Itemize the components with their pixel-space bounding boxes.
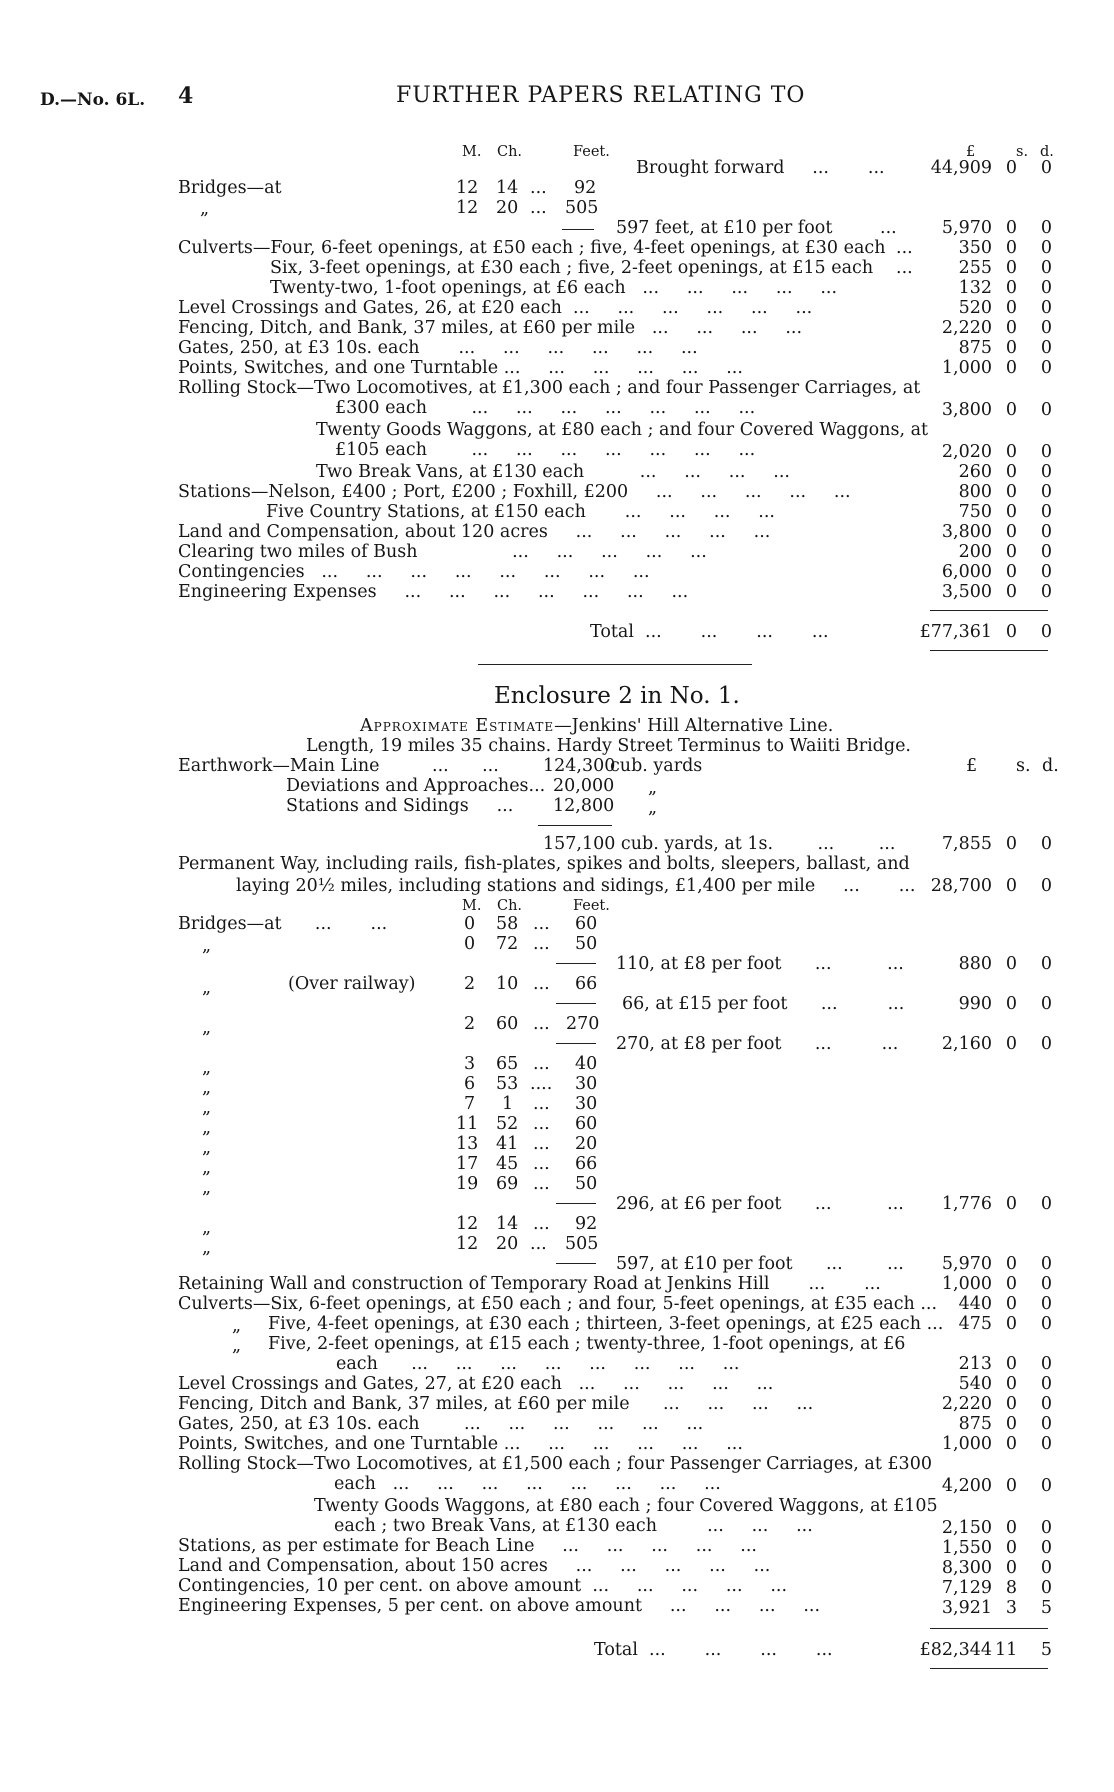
- item-pence: 0: [1040, 1538, 1052, 1558]
- bridge-summary-pounds: 880: [958, 954, 992, 974]
- bridge-m: 19: [456, 1174, 479, 1194]
- item-text: Engineering Expenses, 5 per cent. on above amount ... ... ... ...: [178, 1596, 821, 1616]
- bridge-summary: 66, at £15 per foot ... ...: [622, 994, 905, 1014]
- bridge-feet: 270: [566, 1014, 600, 1034]
- page-title: FURTHER PAPERS RELATING TO: [396, 83, 806, 108]
- item-text: Six, 3-feet openings, at £30 each ; five, 2-feet openings, at £15 each: [270, 258, 874, 278]
- item-pounds: 6,000: [941, 562, 992, 582]
- col-head-feet: Feet.: [573, 144, 610, 160]
- item-pounds: 3,500: [941, 582, 992, 602]
- item-text: Clearing two miles of Bush ... ... ... ... ...: [178, 542, 707, 562]
- bridge-sep: ....: [530, 1074, 553, 1094]
- ditto-mark: „: [202, 1218, 212, 1238]
- bridge-feet: 60: [575, 914, 598, 934]
- ditto-mark: „: [648, 778, 658, 798]
- bridge-m: 0: [464, 914, 476, 934]
- item-pence: 0: [1040, 1294, 1052, 1314]
- item-pounds: 4,200: [941, 1476, 992, 1496]
- sum-rule: [556, 963, 596, 964]
- item-pounds: 2,220: [941, 318, 992, 338]
- bridge-m: 17: [456, 1154, 479, 1174]
- leader-dots: ... ...: [432, 756, 499, 776]
- bridge-ch: 58: [496, 914, 519, 934]
- earthwork-total: 157,100 cub. yards, at 1s. ... ...: [543, 834, 896, 854]
- item-shillings: 3: [1005, 1598, 1017, 1618]
- ditto-mark: „: [232, 1336, 242, 1356]
- item-pence: 0: [1040, 1558, 1052, 1578]
- item-pounds: 475: [958, 1314, 992, 1334]
- bridge-feet: 505: [565, 1234, 599, 1254]
- permanent-way-text: Permanent Way, including rails, fish-plates, spikes and bolts, sleepers, ballast, and: [178, 854, 910, 874]
- item-shillings: 0: [1005, 462, 1017, 482]
- bridge-summary-pence: 0: [1040, 218, 1052, 238]
- item-text: £300 each ... ... ... ... ... ... ...: [335, 398, 756, 418]
- bridge-summary-pounds: 1,776: [941, 1194, 992, 1214]
- bridge-summary-shillings: 0: [1005, 218, 1017, 238]
- bridge-m: 2: [464, 1014, 476, 1034]
- ditto-mark: „: [202, 1078, 212, 1098]
- bridge-m: 3: [464, 1054, 476, 1074]
- item-text: Five Country Stations, at £150 each ... ... ... ...: [266, 502, 775, 522]
- item-pounds: 3,800: [941, 400, 992, 420]
- item-shillings: 0: [1005, 1274, 1017, 1294]
- item-text: Stations—Nelson, £400 ; Port, £200 ; Foxhill, £200 ... ... ... ... ...: [178, 482, 851, 502]
- item-text: Rolling Stock—Two Locomotives, at £1,500 each ; four Passenger Carriages, at £300: [178, 1454, 932, 1474]
- sum-rule: [556, 1043, 596, 1044]
- item-pence: 0: [1040, 1414, 1052, 1434]
- item-shillings: 0: [1005, 542, 1017, 562]
- bridge-summary-pounds: 5,970: [941, 1254, 992, 1274]
- total-pounds: £77,361: [919, 622, 992, 642]
- item-text: Contingencies, 10 per cent. on above amount ... ... ... ... ...: [178, 1576, 788, 1596]
- item-text: £105 each ... ... ... ... ... ... ...: [335, 440, 756, 460]
- item-pence: 0: [1040, 1518, 1052, 1538]
- bridge-m: 7: [464, 1094, 476, 1114]
- earthwork-label: Earthwork—Main Line: [178, 756, 380, 776]
- bridge-feet: 66: [575, 1154, 598, 1174]
- bridge-summary: 296, at £6 per foot ... ...: [616, 1194, 904, 1214]
- enclosure-subtitle: Approximate Estimate—Jenkins' Hill Alternative Line.: [360, 716, 834, 736]
- bridge-ch: 14: [496, 178, 519, 198]
- item-shillings: 0: [1005, 1434, 1017, 1454]
- total-pence: 0: [1040, 622, 1052, 642]
- total-pence: 5: [1040, 1640, 1052, 1660]
- item-pence: 0: [1040, 582, 1052, 602]
- bridge-m: 13: [456, 1134, 479, 1154]
- sum-rule: [556, 1003, 596, 1004]
- item-shillings: 0: [1005, 338, 1017, 358]
- bridge-feet: 30: [575, 1074, 598, 1094]
- bridge-sep: ...: [533, 1114, 550, 1134]
- currency-pence-head: d.: [1042, 756, 1059, 776]
- sum-rule: [556, 1203, 596, 1204]
- bridge-sep: ...: [530, 178, 547, 198]
- ditto-mark: „: [202, 936, 212, 956]
- ditto-mark: „: [202, 1238, 212, 1258]
- item-text: Rolling Stock—Two Locomotives, at £1,300 each ; and four Passenger Carriages, at: [178, 378, 921, 398]
- total-label: Total ... ... ... ...: [594, 1640, 833, 1660]
- bridge-sep: ...: [533, 974, 550, 994]
- ditto-mark: „: [200, 199, 210, 219]
- item-text: Stations, as per estimate for Beach Line ... ... ... ... ...: [178, 1536, 757, 1556]
- item-shillings: 0: [1005, 238, 1017, 258]
- item-pence: 0: [1040, 1374, 1052, 1394]
- bridge-sep: ...: [533, 1134, 550, 1154]
- bridge-ch: 60: [496, 1014, 519, 1034]
- bridge-ch: 20: [496, 1234, 519, 1254]
- item-pounds: 260: [958, 462, 992, 482]
- item-shillings: 0: [1005, 1394, 1017, 1414]
- brought-forward-shillings: 0: [1005, 158, 1017, 178]
- item-text: each ... ... ... ... ... ... ... ...: [334, 1474, 721, 1494]
- bridge-feet: 40: [575, 1054, 598, 1074]
- item-text: Gates, 250, at £3 10s. each ... ... ... ... ... ...: [178, 338, 698, 358]
- item-shillings: 0: [1005, 1538, 1017, 1558]
- bridge-feet: 30: [575, 1094, 598, 1114]
- bridge-m: 2: [464, 974, 476, 994]
- item-shillings: 0: [1005, 1354, 1017, 1374]
- ditto-mark: „: [202, 1058, 212, 1078]
- item-pounds: 540: [958, 1374, 992, 1394]
- col-head-chains: Ch.: [497, 144, 523, 160]
- brought-forward-pence: 0: [1040, 158, 1052, 178]
- item-pence: 0: [1040, 1274, 1052, 1294]
- permanent-way-pounds: 28,700: [930, 876, 992, 896]
- item-pounds: 200: [958, 542, 992, 562]
- item-text: each ; two Break Vans, at £130 each ... ... ...: [334, 1516, 813, 1536]
- item-pence: 0: [1040, 258, 1052, 278]
- permanent-way-pence: 0: [1040, 876, 1052, 896]
- bridge-m: 6: [464, 1074, 476, 1094]
- item-pounds: 2,220: [941, 1394, 992, 1414]
- item-pence: 0: [1040, 1578, 1052, 1598]
- item-text: Twenty Goods Waggons, at £80 each ; and four Covered Waggons, at: [316, 420, 929, 440]
- item-text: Two Break Vans, at £130 each ... ... ... ...: [316, 462, 790, 482]
- item-pounds: 800: [958, 482, 992, 502]
- enclosure-title: Enclosure 2 in No. 1.: [494, 683, 740, 709]
- stations-label: Stations and Sidings ...: [286, 796, 514, 816]
- item-text: Contingencies ... ... ... ... ... ... ... ...: [178, 562, 650, 582]
- bridge-feet: 60: [575, 1114, 598, 1134]
- total-rule: [930, 1628, 1048, 1629]
- item-pence: 0: [1040, 522, 1052, 542]
- bridge-ch: 69: [496, 1174, 519, 1194]
- item-text: Land and Compensation, about 150 acres ... ... ... ... ...: [178, 1556, 771, 1576]
- item-shillings: 0: [1005, 358, 1017, 378]
- item-text: Retaining Wall and construction of Temporary Road at Jenkins Hill ... ...: [178, 1274, 881, 1294]
- deviations-label: Deviations and Approaches...: [286, 776, 546, 796]
- item-text: Gates, 250, at £3 10s. each ... ... ... ... ... ...: [178, 1414, 704, 1434]
- item-pence: 0: [1040, 278, 1052, 298]
- bridges-label: Bridges—at ... ...: [178, 914, 388, 934]
- bridge-ch: 20: [496, 198, 519, 218]
- permanent-way-text-2: laying 20½ miles, including stations and sidings, £1,400 per mile ... ...: [236, 876, 916, 896]
- bridge-summary: 110, at £8 per foot ... ...: [616, 954, 904, 974]
- item-pence: 0: [1040, 542, 1052, 562]
- item-text: Fencing, Ditch and Bank, 37 miles, at £60 per mile ... ... ... ...: [178, 1394, 814, 1414]
- page-number: 4: [178, 83, 194, 109]
- item-pounds: 1,000: [941, 1274, 992, 1294]
- item-pence: 0: [1040, 298, 1052, 318]
- bridge-sep: ...: [530, 198, 547, 218]
- item-text: Level Crossings and Gates, 26, at £20 each ... ... ... ... ... ...: [178, 298, 813, 318]
- bridge-sep: ...: [533, 1154, 550, 1174]
- bridge-sep: ...: [533, 1214, 550, 1234]
- currency-pound-head: £: [966, 144, 976, 160]
- item-shillings: 0: [1005, 1518, 1017, 1538]
- total-rule: [930, 1668, 1048, 1669]
- bridge-feet: 92: [575, 1214, 598, 1234]
- earthwork-pounds: 7,855: [941, 834, 992, 854]
- bridge-ch: 41: [496, 1134, 519, 1154]
- ditto-mark: „: [202, 1158, 212, 1178]
- bridge-feet: 92: [574, 178, 597, 198]
- bridge-summary-shillings: 0: [1005, 1194, 1017, 1214]
- ditto-mark: „: [202, 978, 212, 998]
- bridge-summary-pence: 0: [1040, 954, 1052, 974]
- bridge-sep: ...: [533, 1174, 550, 1194]
- bridge-sep: ...: [530, 1234, 547, 1254]
- item-pence: 0: [1040, 318, 1052, 338]
- col-head-miles: M.: [462, 898, 482, 914]
- bridge-ch: 45: [496, 1154, 519, 1174]
- ditto-mark: „: [202, 1118, 212, 1138]
- item-pence: 0: [1040, 562, 1052, 582]
- item-pence: 0: [1040, 400, 1052, 420]
- total-pounds: £82,344: [919, 1640, 992, 1660]
- item-pence: 0: [1040, 1394, 1052, 1414]
- item-shillings: 0: [1005, 1476, 1017, 1496]
- item-text: Land and Compensation, about 120 acres ... ... ... ... ...: [178, 522, 771, 542]
- bridge-summary-pounds: 990: [958, 994, 992, 1014]
- item-pounds: 2,150: [941, 1518, 992, 1538]
- bridge-summary-pence: 0: [1040, 1254, 1052, 1274]
- item-pence: 0: [1040, 1314, 1052, 1334]
- item-shillings: 0: [1005, 318, 1017, 338]
- item-pence: 0: [1040, 238, 1052, 258]
- item-pounds: 875: [958, 338, 992, 358]
- item-shillings: 0: [1005, 1374, 1017, 1394]
- item-text: Five, 4-feet openings, at £30 each ; thirteen, 3-feet openings, at £25 each ...: [268, 1314, 944, 1334]
- item-pounds: 1,550: [941, 1538, 992, 1558]
- item-pounds: 520: [958, 298, 992, 318]
- ditto-mark: „: [232, 1316, 242, 1336]
- bridges-label: Bridges—at: [178, 178, 282, 198]
- stations-value: 12,800: [553, 796, 615, 816]
- item-pounds: 1,000: [941, 358, 992, 378]
- total-label: Total ... ... ... ...: [590, 622, 829, 642]
- total-shillings: 11: [995, 1640, 1018, 1660]
- col-head-chains: Ch.: [497, 898, 523, 914]
- item-text: Twenty-two, 1-foot openings, at £6 each ... ... ... ... ...: [270, 278, 838, 298]
- enclosure-length: Length, 19 miles 35 chains. Hardy Street Terminus to Waiiti Bridge.: [306, 736, 911, 756]
- bridge-m: 11: [456, 1114, 479, 1134]
- item-pence: 0: [1040, 1354, 1052, 1374]
- item-shillings: 0: [1005, 1558, 1017, 1578]
- item-pounds: 132: [958, 278, 992, 298]
- bridge-m: 12: [456, 1214, 479, 1234]
- item-pounds: 213: [958, 1354, 992, 1374]
- bridge-ch: 65: [496, 1054, 519, 1074]
- bridge-ch: 1: [502, 1094, 514, 1114]
- item-pounds: 2,020: [941, 442, 992, 462]
- ditto-mark: „: [202, 1138, 212, 1158]
- ditto-mark: „: [648, 798, 658, 818]
- earthwork-pence: 0: [1040, 834, 1052, 854]
- bridge-sep: ...: [533, 914, 550, 934]
- bridge-feet: 66: [575, 974, 598, 994]
- deviations-value: 20,000: [553, 776, 615, 796]
- bridge-m: 12: [456, 1234, 479, 1254]
- item-pounds: 350: [958, 238, 992, 258]
- ditto-mark: „: [202, 1098, 212, 1118]
- currency-shilling-head: s.: [1016, 756, 1031, 776]
- item-shillings: 0: [1005, 482, 1017, 502]
- bridge-sep: ...: [533, 1014, 550, 1034]
- permanent-way-shillings: 0: [1005, 876, 1017, 896]
- leader-dots: ...: [896, 258, 913, 278]
- earthwork-main-value: 124,300: [543, 756, 616, 776]
- bridge-summary: 597 feet, at £10 per foot: [616, 218, 833, 238]
- item-text: Engineering Expenses ... ... ... ... ... ... ...: [178, 582, 689, 602]
- bridge-feet: 505: [565, 198, 599, 218]
- ditto-mark: „: [202, 1018, 212, 1038]
- item-pence: 0: [1040, 502, 1052, 522]
- item-pounds: 3,921: [941, 1598, 992, 1618]
- item-shillings: 8: [1005, 1578, 1017, 1598]
- item-text: Twenty Goods Waggons, at £80 each ; four Covered Waggons, at £105: [314, 1496, 938, 1516]
- item-shillings: 0: [1005, 400, 1017, 420]
- item-text: Points, Switches, and one Turntable ... ... ... ... ... ...: [178, 1434, 743, 1454]
- sum-rule: [538, 825, 612, 826]
- bridge-sep: ...: [533, 1054, 550, 1074]
- item-text: each ... ... ... ... ... ... ... ...: [336, 1354, 740, 1374]
- item-pence: 0: [1040, 462, 1052, 482]
- bridge-m: 0: [464, 934, 476, 954]
- item-shillings: 0: [1005, 298, 1017, 318]
- total-rule: [930, 610, 1048, 611]
- item-text: Fencing, Ditch, and Bank, 37 miles, at £60 per mile ... ... ... ...: [178, 318, 803, 338]
- item-text: Five, 2-feet openings, at £15 each ; twenty-three, 1-foot openings, at £6: [268, 1334, 906, 1354]
- item-shillings: 0: [1005, 562, 1017, 582]
- brought-forward-pounds: 44,909: [930, 158, 992, 178]
- sum-rule: [562, 229, 594, 230]
- item-pounds: 3,800: [941, 522, 992, 542]
- item-pence: 0: [1040, 442, 1052, 462]
- item-shillings: 0: [1005, 442, 1017, 462]
- bridge-feet: 50: [575, 1174, 598, 1194]
- bridge-feet: 50: [575, 934, 598, 954]
- currency-pence-head: d.: [1040, 144, 1054, 160]
- item-text: Level Crossings and Gates, 27, at £20 each ... ... ... ... ...: [178, 1374, 774, 1394]
- item-shillings: 0: [1005, 1314, 1017, 1334]
- section-divider: [478, 664, 752, 665]
- document-reference: D.—No. 6L.: [40, 90, 146, 110]
- currency-pound-head: £: [966, 756, 978, 776]
- brought-forward-label: Brought forward ... ...: [636, 158, 885, 178]
- item-shillings: 0: [1005, 1294, 1017, 1314]
- bridge-ch: 72: [496, 934, 519, 954]
- col-head-miles: M.: [462, 144, 482, 160]
- sum-rule: [556, 1263, 596, 1264]
- bridge-summary-shillings: 0: [1005, 954, 1017, 974]
- currency-shilling-head: s.: [1016, 144, 1029, 160]
- item-pence: 0: [1040, 1476, 1052, 1496]
- bridge-summary: 597, at £10 per foot ... ...: [616, 1254, 904, 1274]
- item-shillings: 0: [1005, 258, 1017, 278]
- bridge-summary-pounds: 5,970: [941, 218, 992, 238]
- item-pounds: 440: [958, 1294, 992, 1314]
- item-pence: 0: [1040, 358, 1052, 378]
- bridge-ch: 10: [496, 974, 519, 994]
- item-pence: 0: [1040, 1434, 1052, 1454]
- item-pence: 0: [1040, 338, 1052, 358]
- bridge-sep: ...: [533, 934, 550, 954]
- item-pounds: 7,129: [941, 1578, 992, 1598]
- col-head-feet: Feet.: [573, 898, 610, 914]
- bridge-summary-pence: 0: [1040, 994, 1052, 1014]
- leader-dots: ...: [896, 238, 913, 258]
- over-railway-note: (Over railway): [288, 974, 416, 994]
- total-shillings: 0: [1005, 622, 1017, 642]
- item-text: Points, Switches, and one Turntable ... ... ... ... ... ...: [178, 358, 743, 378]
- bridge-ch: 52: [496, 1114, 519, 1134]
- bridge-summary-shillings: 0: [1005, 1254, 1017, 1274]
- bridge-ch: 53: [496, 1074, 519, 1094]
- item-pence: 5: [1040, 1598, 1052, 1618]
- bridge-m: 12: [456, 198, 479, 218]
- bridge-summary-shillings: 0: [1005, 994, 1017, 1014]
- bridge-summary-pounds: 2,160: [941, 1034, 992, 1054]
- ditto-mark: „: [202, 1178, 212, 1198]
- bridge-summary-pence: 0: [1040, 1194, 1052, 1214]
- item-shillings: 0: [1005, 278, 1017, 298]
- earthwork-unit: cub. yards: [610, 756, 703, 776]
- item-pounds: 255: [958, 258, 992, 278]
- leader-dots: ...: [880, 218, 897, 238]
- bridge-m: 12: [456, 178, 479, 198]
- item-shillings: 0: [1005, 502, 1017, 522]
- item-pounds: 8,300: [941, 1558, 992, 1578]
- bridge-feet: 20: [575, 1134, 598, 1154]
- bridge-summary: 270, at £8 per foot ... ...: [616, 1034, 899, 1054]
- item-pounds: 1,000: [941, 1434, 992, 1454]
- item-pounds: 875: [958, 1414, 992, 1434]
- item-shillings: 0: [1005, 522, 1017, 542]
- item-text: Culverts—Six, 6-feet openings, at £50 each ; and four, 5-feet openings, at £35 each ...: [178, 1294, 938, 1314]
- total-rule: [930, 650, 1048, 651]
- bridge-ch: 14: [496, 1214, 519, 1234]
- bridge-summary-pence: 0: [1040, 1034, 1052, 1054]
- item-text: Culverts—Four, 6-feet openings, at £50 each ; five, 4-feet openings, at £30 each: [178, 238, 886, 258]
- bridge-summary-shillings: 0: [1005, 1034, 1017, 1054]
- item-shillings: 0: [1005, 582, 1017, 602]
- item-pounds: 750: [958, 502, 992, 522]
- item-pence: 0: [1040, 482, 1052, 502]
- bridge-sep: ...: [533, 1094, 550, 1114]
- earthwork-shillings: 0: [1005, 834, 1017, 854]
- item-shillings: 0: [1005, 1414, 1017, 1434]
